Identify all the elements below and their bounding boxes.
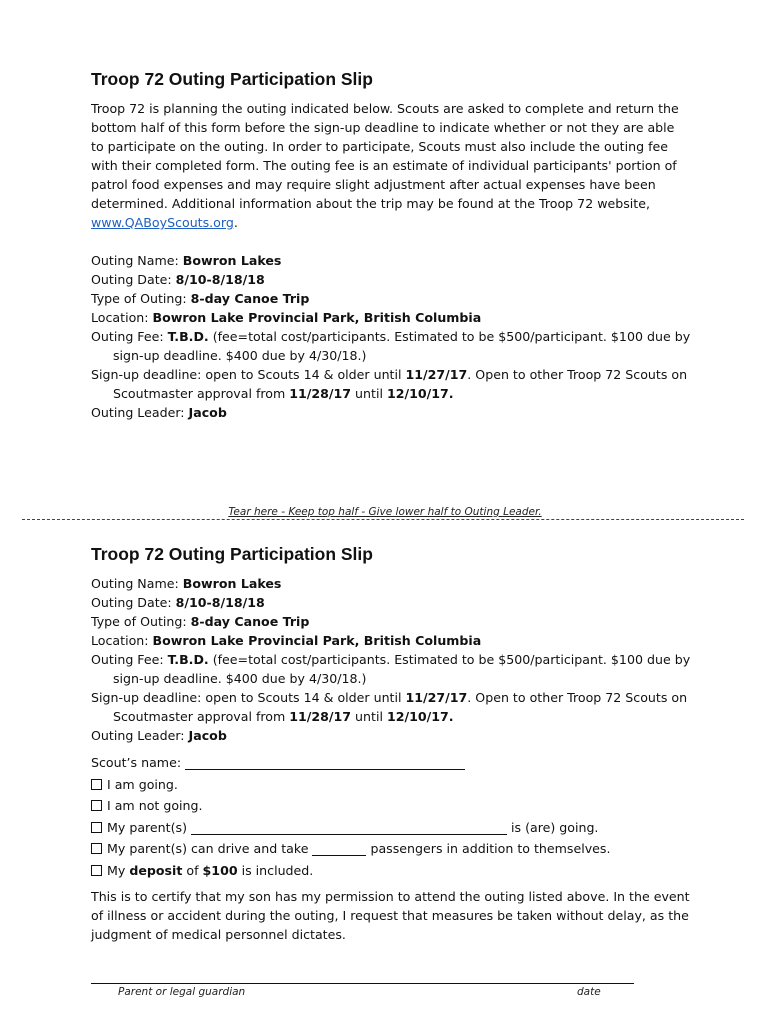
deposit-amount: $100 bbox=[202, 862, 238, 878]
deposit-word: deposit bbox=[129, 862, 183, 878]
scout-name-label: Scout’s name: bbox=[91, 755, 186, 770]
intro-end: . bbox=[233, 215, 238, 230]
signup-date-3: 12/10/17. bbox=[386, 709, 454, 724]
outing-name-value: Bowron Lakes bbox=[182, 576, 282, 591]
outing-details-top bbox=[91, 251, 691, 422]
not-going-checkbox[interactable] bbox=[91, 800, 102, 811]
form-title-top: Troop 72 Outing Participation Slip bbox=[91, 69, 373, 89]
deposit-checkbox[interactable] bbox=[91, 865, 102, 876]
parents-name-field[interactable] bbox=[191, 821, 507, 835]
drive-row bbox=[91, 838, 731, 860]
not-going-label: I am not going. bbox=[107, 798, 203, 813]
signature-line[interactable] bbox=[91, 983, 634, 984]
certification-text: This is to certify that my son has my permission to attend the outing listed above. In the event of illness or accident during the outing, I request that measures be taken without delay, as the judgment of medical personnel dictates. bbox=[91, 889, 690, 942]
signup-date-1: 11/27/17 bbox=[405, 690, 468, 705]
signup-line-2: Scoutmaster approval from bbox=[113, 386, 290, 401]
signup-line-2: Scoutmaster approval from bbox=[113, 709, 290, 724]
outing-name-value: Bowron Lakes bbox=[182, 253, 282, 268]
signup-until: until bbox=[351, 386, 387, 401]
outing-type-label: Type of Outing: bbox=[91, 291, 191, 306]
going-row bbox=[91, 774, 731, 796]
location-value: Bowron Lake Provincial Park, British Columbia bbox=[152, 633, 482, 648]
signup-mid: . Open to other Troop 72 Scouts on bbox=[467, 690, 688, 705]
guardian-label: Parent or legal guardian bbox=[118, 986, 246, 998]
outing-date-label: Outing Date: bbox=[91, 595, 176, 610]
fee-value: T.B.D. bbox=[167, 329, 209, 344]
tear-instruction bbox=[0, 506, 770, 518]
outing-name-label: Outing Name: bbox=[91, 253, 183, 268]
signup-until: until bbox=[351, 709, 387, 724]
certification-paragraph bbox=[91, 887, 691, 944]
drive-label: My parent(s) can drive and take bbox=[107, 841, 313, 856]
deposit-suffix: is included. bbox=[237, 862, 314, 878]
outing-type-value: 8-day Canoe Trip bbox=[190, 614, 310, 629]
fee-label: Outing Fee: bbox=[91, 652, 168, 667]
fee-note: (fee=total cost/participants. Estimated to be $500/participant. $100 due by sign-up deadline. $400 due by 4/30/18.) bbox=[113, 329, 691, 363]
parents-going-row bbox=[91, 817, 731, 839]
outing-type-label: Type of Outing: bbox=[91, 614, 191, 629]
leader-value: Jacob bbox=[188, 728, 227, 743]
outing-details-bottom bbox=[91, 574, 691, 745]
location-value: Bowron Lake Provincial Park, British Columbia bbox=[152, 310, 482, 325]
intro-paragraph bbox=[91, 99, 691, 232]
signup-mid: . Open to other Troop 72 Scouts on bbox=[467, 367, 688, 382]
location-label: Location: bbox=[91, 633, 153, 648]
location-label: Location: bbox=[91, 310, 153, 325]
outing-date-value: 8/10-8/18/18 bbox=[175, 272, 265, 287]
not-going-row bbox=[91, 795, 731, 817]
deposit-mid: of bbox=[182, 862, 203, 878]
deposit-row bbox=[91, 860, 731, 882]
going-label: I am going. bbox=[107, 776, 178, 792]
intro-text: Troop 72 is planning the outing indicated below. Scouts are asked to complete and return the bottom half of this form before the sign-up deadline to indicate whether or not they are able to participate on the outing. In order to participate, Scouts must also include the outing fee with their completed form. The outing fee is an estimate of individual participants' portion of patrol food expenses and may require slight adjustment after actual expenses have been determined. Additional information about the trip may be found at the Troop 72 website, bbox=[91, 101, 679, 211]
signup-label: Sign-up deadline: open to Scouts 14 & older until bbox=[91, 367, 406, 382]
form-title-bottom: Troop 72 Outing Participation Slip bbox=[91, 544, 373, 564]
tear-dashed-line bbox=[22, 519, 744, 520]
going-checkbox[interactable] bbox=[91, 779, 102, 790]
scout-name-row bbox=[91, 752, 731, 774]
fee-note: (fee=total cost/participants. Estimated to be $500/participant. $100 due by sign-up deadline. $400 due by 4/30/18.) bbox=[113, 652, 691, 686]
outing-date-value: 8/10-8/18/18 bbox=[175, 595, 265, 610]
leader-value: Jacob bbox=[188, 405, 227, 420]
participation-form bbox=[91, 752, 731, 881]
outing-date-label: Outing Date: bbox=[91, 272, 176, 287]
drive-checkbox[interactable] bbox=[91, 843, 102, 854]
outing-name-label: Outing Name: bbox=[91, 576, 183, 591]
parents-suffix: is (are) going. bbox=[507, 819, 599, 835]
parents-going-checkbox[interactable] bbox=[91, 822, 102, 833]
leader-label: Outing Leader: bbox=[91, 728, 189, 743]
drive-suffix: passengers in addition to themselves. bbox=[366, 841, 611, 856]
passenger-count-field[interactable] bbox=[312, 842, 366, 856]
deposit-pre: My bbox=[107, 862, 130, 878]
signup-date-2: 11/28/17 bbox=[289, 709, 352, 724]
tear-text: Tear here - Keep top half - Give lower half to Outing Leader. bbox=[228, 506, 542, 518]
date-label: date bbox=[577, 986, 601, 998]
signup-date-1: 11/27/17 bbox=[405, 367, 468, 382]
fee-label: Outing Fee: bbox=[91, 329, 168, 344]
troop-website-link[interactable]: www.QABoyScouts.org bbox=[91, 215, 234, 230]
fee-value: T.B.D. bbox=[167, 652, 209, 667]
signup-date-2: 11/28/17 bbox=[289, 386, 352, 401]
parents-label: My parent(s) bbox=[107, 819, 191, 835]
signup-label: Sign-up deadline: open to Scouts 14 & older until bbox=[91, 690, 406, 705]
outing-type-value: 8-day Canoe Trip bbox=[190, 291, 310, 306]
leader-label: Outing Leader: bbox=[91, 405, 189, 420]
signup-date-3: 12/10/17. bbox=[386, 386, 454, 401]
scout-name-field[interactable] bbox=[185, 756, 465, 770]
